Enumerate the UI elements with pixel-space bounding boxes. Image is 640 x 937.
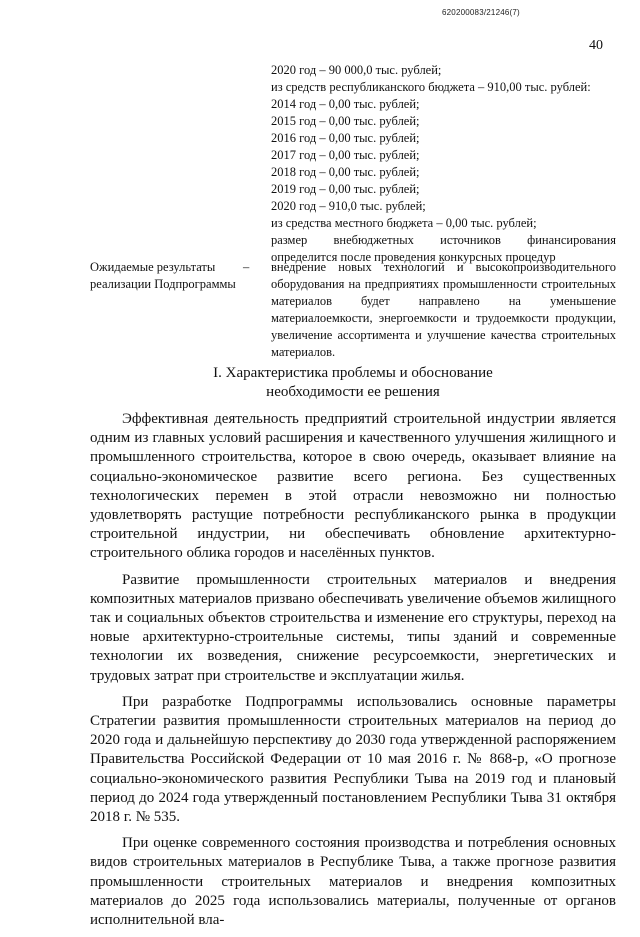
funding-line: размер внебюджетных источников финансирования определится после проведения конкурсных процедур: [271, 233, 616, 264]
funding-line: 2020 год – 910,0 тыс. рублей;: [271, 199, 426, 213]
funding-line: 2015 год – 0,00 тыс. рублей;: [271, 114, 420, 128]
section-heading: [90, 364, 616, 402]
paragraph: При разработке Подпрограммы использовались основные параметры Стратегии развития промышленности строительных материалов на период до 2020 года и дальнейшую перспективу до 2030 года утвержденной распоряжением Правительства Российской Федерации от 10 мая 2016 г. № 868-р, «О прогнозе социально-экономического развития Республики Тыва на 2019 год и плановый период до 2024 года утвержденный постановлением Республики Тыва 31 октября 2018 г. № 535.: [90, 693, 616, 826]
document-id: 620200083/21246(7): [442, 8, 520, 17]
paragraph: При оценке современного состояния производства и потребления основных видов строительных материалов в Республике Тыва, а также прогнозе развития промышленности строительных материалов и внедрения композитных материалов до 2025 года использовались материалы, полученные от органов исполнительной вла-: [90, 835, 616, 929]
expected-results-label: Ожидаемые результаты реализации Подпрограммы: [90, 260, 236, 291]
funding-line: 2017 год – 0,00 тыс. рублей;: [271, 148, 420, 162]
paragraph: Развитие промышленности строительных материалов и внедрения композитных материалов призвано обеспечивать увеличение объемов жилищного так и социальных объектов строительства и изменение его структуры, переход на новые архитектурно-строительные системы, типы зданий и современные технологии их возведения, снижение ресурсоемкости, энергетических и трудовых затрат при строительстве и эксплуатации жилья.: [90, 571, 616, 684]
section-heading-line: необходимости ее решения: [266, 384, 440, 400]
expected-results-dash: –: [243, 260, 250, 274]
funding-line: из средств республиканского бюджета – 910,00 тыс. рублей:: [271, 80, 591, 94]
funding-line: из средства местного бюджета – 0,00 тыс. рублей;: [271, 216, 537, 230]
paragraph: Эффективная деятельность предприятий строительной индустрии является одним из главных условий расширения и качественного улучшения жилищного и промышленного строительства, которое в свою очередь, оказывает влияние на социально-экономическое развитие всего региона. Без существенных технологических перемен в этой отрасли невозможно ни полностью удовлетворять растущие потребности республиканского рынка в продукции строительной индустрии, ни обеспечивать обновление архитектурно-строительного облика городов и населённых пунктов.: [90, 411, 616, 562]
funding-line: 2019 год – 0,00 тыс. рублей;: [271, 182, 420, 196]
page-number: 40: [589, 38, 603, 53]
section-heading-line: I. Характеристика проблемы и обоснование: [213, 365, 493, 381]
funding-line: 2014 год – 0,00 тыс. рублей;: [271, 97, 420, 111]
funding-sources-block: [271, 62, 616, 266]
expected-results-text: внедрение новых технологий и высокопроизводительного оборудования на предприятиях промышленности строительных материалов будет направлено на уменьшение материалоемкости, энергоемкости и трудоемкости продукции, увеличение ассортимента и улучшение качества строительных материалов.: [271, 260, 616, 359]
funding-line: 2016 год – 0,00 тыс. рублей;: [271, 131, 420, 145]
funding-line: 2020 год – 90 000,0 тыс. рублей;: [271, 63, 442, 77]
body-text: [90, 410, 616, 937]
funding-line: 2018 год – 0,00 тыс. рублей;: [271, 165, 420, 179]
